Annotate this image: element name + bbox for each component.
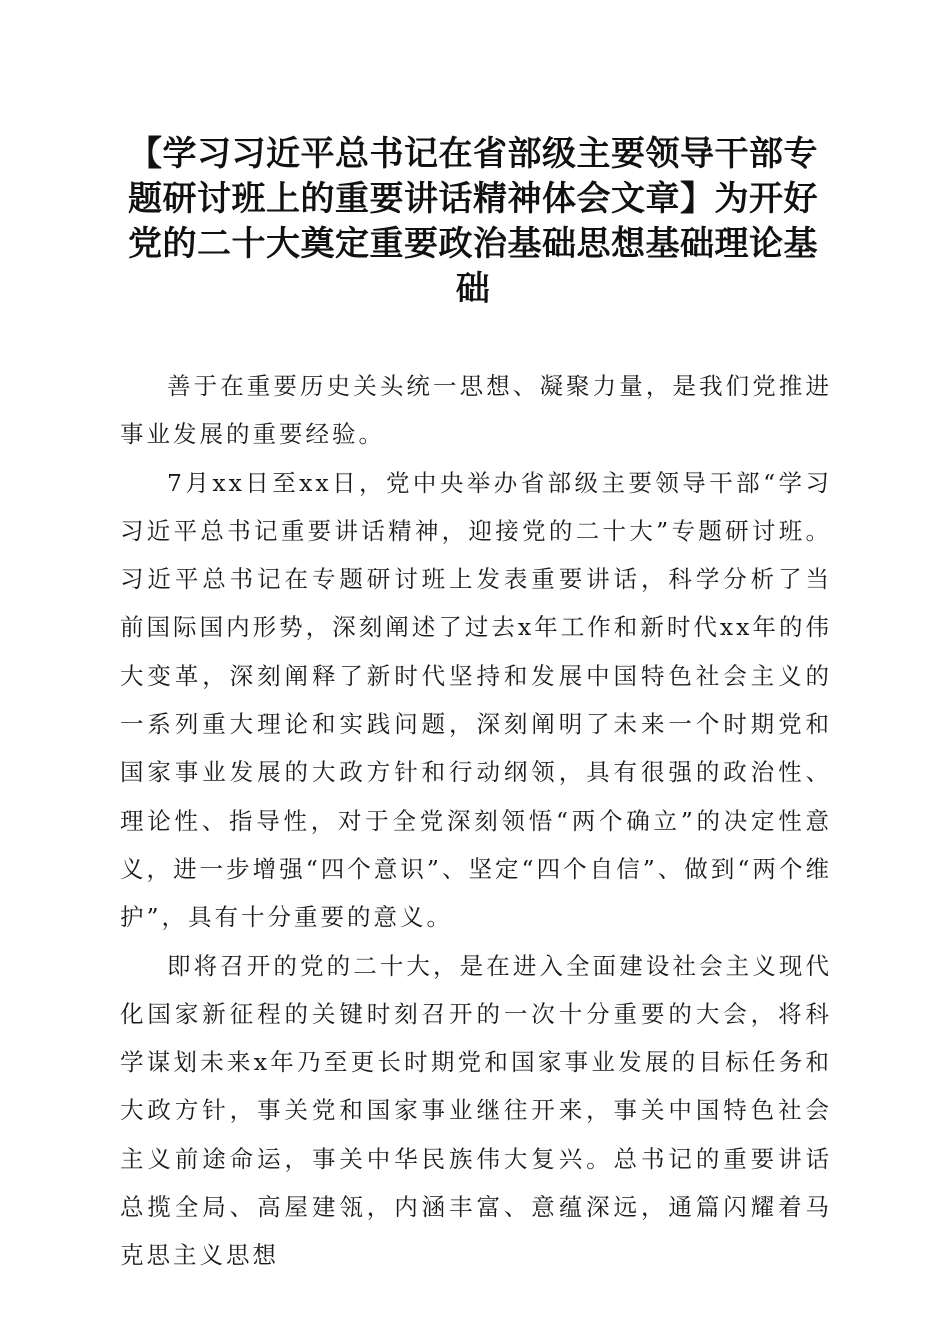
paragraph-congress: 即将召开的党的二十大，是在进入全面建设社会主义现代化国家新征程的关键时刻召开的一次十分重要的大会，将科学谋划未来x年乃至更长时期党和国家事业发展的目标任务和大政方针，事关党和国家事业继往开来，事关中国特色社会主义前途命运，事关中华民族伟大复兴。总书记的重要讲话总揽全局、高屋建瓴，内涵丰富、意蕴深远，通篇闪耀着马克思主义思想	[120, 951, 832, 1270]
document-title: 【学习习近平总书记在省部级主要领导干部专题研讨班上的重要讲话精神体会文章】为开好党的二十大奠定重要政治基础思想基础理论基础	[128, 134, 818, 309]
paragraph-seminar: 7月xx日至xx日，党中央举办省部级主要领导干部“学习习近平总书记重要讲话精神，迎接党的二十大”专题研讨班。习近平总书记在专题研讨班上发表重要讲话，科学分析了当前国际国内形势，深刻阐述了过去x年工作和新时代xx年的伟大变革，深刻阐释了新时代坚持和发展中国特色社会主义的一系列重大理论和实践问题，深刻阐明了未来一个时期党和国家事业发展的大政方针和行动纲领，具有很强的政治性、理论性、指导性，对于全党深刻领悟“两个确立”的决定性意义，进一步增强“四个意识”、坚定“四个自信”、做到“两个维护”，具有十分重要的意义。	[120, 468, 832, 932]
document-body	[120, 362, 832, 1280]
paragraph-intro: 善于在重要历史关头统一思想、凝聚力量，是我们党推进事业发展的重要经验。	[120, 372, 832, 449]
